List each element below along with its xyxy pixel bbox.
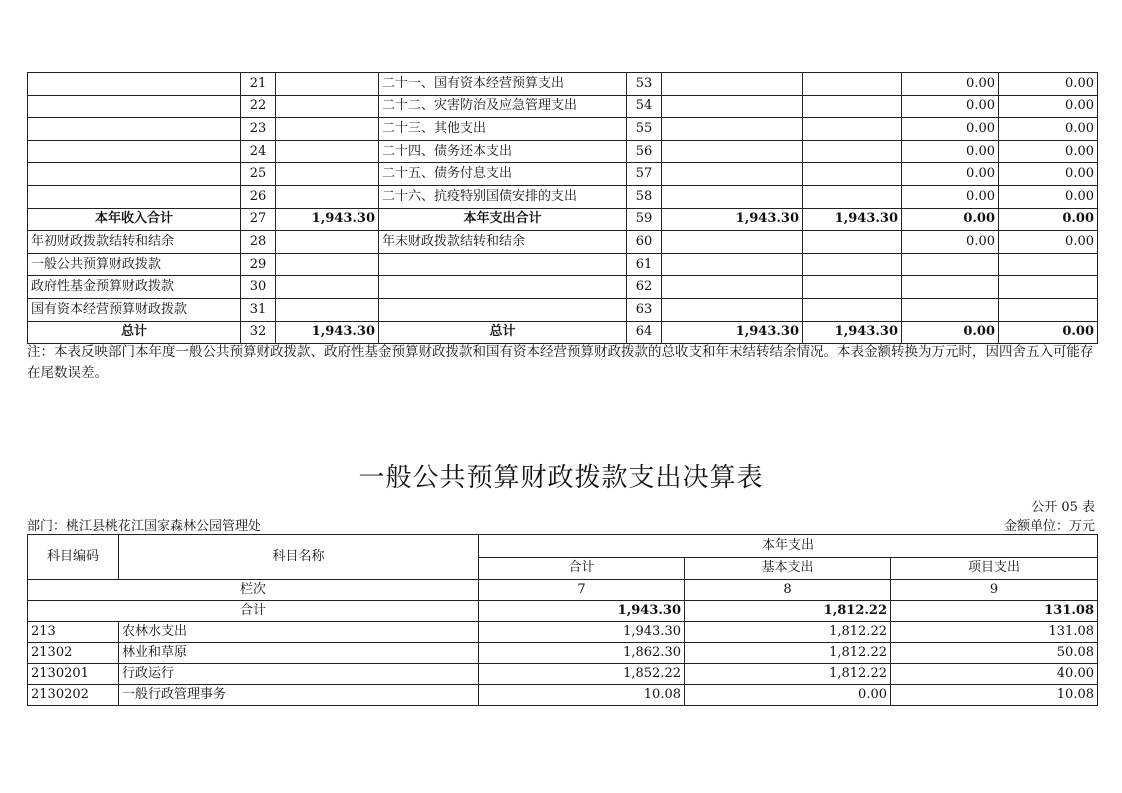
header-basic: 基本支出: [685, 557, 891, 580]
income-amount: [276, 185, 379, 208]
column-index-row: [28, 580, 1098, 601]
income-label: [28, 95, 241, 118]
expense-state-capital: 0.00: [999, 185, 1098, 208]
expense-state-capital: 0.00: [999, 231, 1098, 254]
form-number: 公开 05 表: [1031, 500, 1095, 515]
income-line-no: 27: [241, 208, 276, 231]
table-row: [28, 163, 1098, 186]
table-row: [28, 95, 1098, 118]
header-row-1: [28, 535, 1098, 558]
income-label: 本年收入合计: [28, 208, 241, 231]
header-name: 科目名称: [119, 535, 479, 580]
table-row: [28, 208, 1098, 231]
expense-state-capital: 0.00: [999, 163, 1098, 186]
account-code: 213: [28, 622, 119, 643]
income-line-no: 22: [241, 95, 276, 118]
income-amount: [276, 253, 379, 276]
expense-gov-fund: [902, 253, 999, 276]
expense-general-budget: 1,943.30: [803, 208, 902, 231]
expense-gov-fund: 0.00: [902, 163, 999, 186]
income-line-no: 28: [241, 231, 276, 254]
expense-state-capital: [999, 253, 1098, 276]
income-label: [28, 118, 241, 141]
expense-gov-fund: 0.00: [902, 208, 999, 231]
expense-total: [662, 95, 803, 118]
row-total: 10.08: [479, 685, 685, 706]
income-amount: [276, 276, 379, 299]
account-code: 2130202: [28, 685, 119, 706]
table-row: [28, 622, 1098, 643]
income-line-no: 29: [241, 253, 276, 276]
expense-general-budget: [803, 231, 902, 254]
account-name: 一般行政管理事务: [119, 685, 479, 706]
expense-total: [662, 163, 803, 186]
expense-general-budget: [803, 95, 902, 118]
expense-general-budget: [803, 163, 902, 186]
header-total: 合计: [479, 557, 685, 580]
expense-general-budget: [803, 298, 902, 321]
income-label: 年初财政拨款结转和结余: [28, 231, 241, 254]
income-amount: [276, 73, 379, 96]
income-line-no: 23: [241, 118, 276, 141]
income-amount: [276, 298, 379, 321]
income-amount: [276, 231, 379, 254]
expense-line-no: 62: [627, 276, 662, 299]
expense-general-budget: 1,943.30: [803, 321, 902, 344]
income-label: 国有资本经营预算财政拨款: [28, 298, 241, 321]
expense-label: 二十二、灾害防治及应急管理支出: [379, 95, 627, 118]
table-row: [28, 643, 1098, 664]
income-expense-summary-table: [27, 72, 1098, 344]
income-amount: [276, 140, 379, 163]
amount-unit-label: 金额单位：万元: [1003, 519, 1095, 534]
sum-label: 合计: [28, 601, 479, 622]
table-row: [28, 664, 1098, 685]
income-line-no: 31: [241, 298, 276, 321]
table-row: [28, 73, 1098, 96]
column-index-label: 栏次: [28, 580, 479, 601]
expense-general-budget: [803, 185, 902, 208]
expense-label: [379, 276, 627, 299]
expense-state-capital: 0.00: [999, 208, 1098, 231]
expense-label: 总计: [379, 321, 627, 344]
expense-general-budget: [803, 253, 902, 276]
expense-state-capital: 0.00: [999, 321, 1098, 344]
table-row: [28, 118, 1098, 141]
expense-line-no: 57: [627, 163, 662, 186]
expense-state-capital: 0.00: [999, 95, 1098, 118]
expense-general-budget: [803, 73, 902, 96]
income-amount: 1,943.30: [276, 208, 379, 231]
expense-gov-fund: 0.00: [902, 118, 999, 141]
income-line-no: 30: [241, 276, 276, 299]
expense-label: 二十五、债务付息支出: [379, 163, 627, 186]
income-line-no: 26: [241, 185, 276, 208]
account-code: 2130201: [28, 664, 119, 685]
column-index-total: 7: [479, 580, 685, 601]
account-name: 行政运行: [119, 664, 479, 685]
sum-row: [28, 601, 1098, 622]
expense-line-no: 63: [627, 298, 662, 321]
expense-line-no: 60: [627, 231, 662, 254]
income-amount: [276, 118, 379, 141]
income-line-no: 25: [241, 163, 276, 186]
expense-total: [662, 185, 803, 208]
expense-line-no: 54: [627, 95, 662, 118]
table-row: [28, 185, 1098, 208]
row-project: 10.08: [891, 685, 1098, 706]
expense-total: 1,943.30: [662, 208, 803, 231]
income-amount: 1,943.30: [276, 321, 379, 344]
expense-total: 1,943.30: [662, 321, 803, 344]
summary-table-body: [28, 73, 1098, 344]
expense-state-capital: [999, 298, 1098, 321]
expense-label: 年末财政拨款结转和结余: [379, 231, 627, 254]
expenditure-rows: [28, 622, 1098, 706]
income-label: [28, 73, 241, 96]
department-label: 部门：桃江县桃花江国家森林公园管理处: [27, 519, 262, 534]
expense-label: 二十一、国有资本经营预算支出: [379, 73, 627, 96]
table-row: [28, 276, 1098, 299]
expense-gov-fund: 0.00: [902, 73, 999, 96]
expense-total: [662, 298, 803, 321]
table-row: [28, 253, 1098, 276]
column-index-project: 9: [891, 580, 1098, 601]
expense-gov-fund: [902, 276, 999, 299]
income-label: 政府性基金预算财政拨款: [28, 276, 241, 299]
expense-gov-fund: 0.00: [902, 140, 999, 163]
expense-general-budget: [803, 118, 902, 141]
expense-label: 二十三、其他支出: [379, 118, 627, 141]
header-project: 项目支出: [891, 557, 1098, 580]
expense-total: [662, 253, 803, 276]
table-row: [28, 321, 1098, 344]
expense-state-capital: [999, 276, 1098, 299]
table-row: [28, 298, 1098, 321]
income-label: [28, 140, 241, 163]
expense-line-no: 59: [627, 208, 662, 231]
column-index-basic: 8: [685, 580, 891, 601]
account-code: 21302: [28, 643, 119, 664]
expense-label: 二十四、债务还本支出: [379, 140, 627, 163]
expense-state-capital: 0.00: [999, 140, 1098, 163]
expense-gov-fund: 0.00: [902, 185, 999, 208]
sum-total: 1,943.30: [479, 601, 685, 622]
expense-total: [662, 231, 803, 254]
expense-total: [662, 118, 803, 141]
row-basic: 1,812.22: [685, 622, 891, 643]
expense-total: [662, 73, 803, 96]
expense-label: [379, 298, 627, 321]
expense-gov-fund: 0.00: [902, 321, 999, 344]
income-line-no: 32: [241, 321, 276, 344]
income-label: 一般公共预算财政拨款: [28, 253, 241, 276]
expense-line-no: 61: [627, 253, 662, 276]
income-line-no: 24: [241, 140, 276, 163]
sum-basic: 1,812.22: [685, 601, 891, 622]
expense-state-capital: 0.00: [999, 118, 1098, 141]
page-title: 一般公共预算财政拨款支出决算表: [358, 463, 764, 493]
row-project: 40.00: [891, 664, 1098, 685]
table-row: [28, 231, 1098, 254]
expense-line-no: 53: [627, 73, 662, 96]
expense-line-no: 64: [627, 321, 662, 344]
account-name: 农林水支出: [119, 622, 479, 643]
expense-line-no: 56: [627, 140, 662, 163]
income-line-no: 21: [241, 73, 276, 96]
expense-total: [662, 276, 803, 299]
expense-line-no: 55: [627, 118, 662, 141]
expense-label: [379, 253, 627, 276]
expense-gov-fund: 0.00: [902, 231, 999, 254]
expense-general-budget: [803, 140, 902, 163]
table-note: 注：本表反映部门本年度一般公共预算财政拨款、政府性基金预算财政拨款和国有资本经营预算财政拨款的总收支和年末结转结余情况。本表金额转换为万元时，因四舍五入可能存在尾数误差。: [27, 344, 1094, 381]
expense-gov-fund: 0.00: [902, 95, 999, 118]
expense-general-budget: [803, 276, 902, 299]
expense-line-no: 58: [627, 185, 662, 208]
income-amount: [276, 163, 379, 186]
row-project: 131.08: [891, 622, 1098, 643]
expense-label: 二十六、抗疫特别国债安排的支出: [379, 185, 627, 208]
general-budget-expenditure-table: [27, 534, 1098, 706]
account-name: 林业和草原: [119, 643, 479, 664]
row-project: 50.08: [891, 643, 1098, 664]
table-row: [28, 140, 1098, 163]
expense-state-capital: 0.00: [999, 73, 1098, 96]
row-total: 1,862.30: [479, 643, 685, 664]
income-label: [28, 185, 241, 208]
row-basic: 1,812.22: [685, 643, 891, 664]
income-label: 总计: [28, 321, 241, 344]
row-total: 1,943.30: [479, 622, 685, 643]
header-current-year: 本年支出: [479, 535, 1098, 558]
table-row: [28, 685, 1098, 706]
income-amount: [276, 95, 379, 118]
row-basic: 0.00: [685, 685, 891, 706]
expense-label: 本年支出合计: [379, 208, 627, 231]
expense-gov-fund: [902, 298, 999, 321]
row-total: 1,852.22: [479, 664, 685, 685]
header-code: 科目编码: [28, 535, 119, 580]
row-basic: 1,812.22: [685, 664, 891, 685]
expense-total: [662, 140, 803, 163]
sum-project: 131.08: [891, 601, 1098, 622]
income-label: [28, 163, 241, 186]
